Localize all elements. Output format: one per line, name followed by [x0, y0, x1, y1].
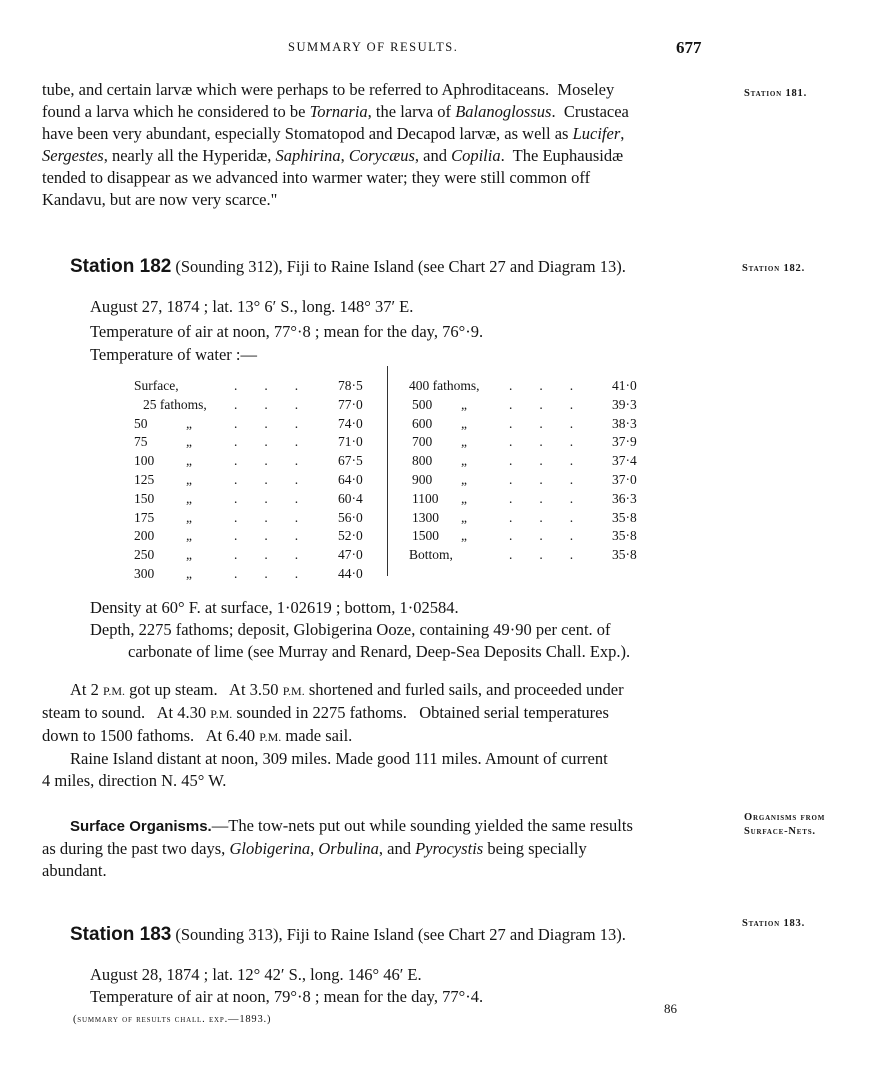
leader-dots: . . .: [234, 434, 299, 450]
intro-line: Kandavu, but are now very scarce.": [42, 190, 278, 209]
surface-organisms-paragraph: [42, 815, 742, 882]
depth-label: 400 fathoms,: [409, 378, 480, 393]
depth-label: 100: [134, 453, 155, 469]
intro-line: tube, and certain larvæ which were perhaps to be referred to Aphroditaceans. Moseley: [42, 80, 615, 99]
depth-label: 1100: [412, 490, 439, 506]
side-note-organisms-1: Organisms from: [744, 812, 826, 823]
depth-label: 200: [134, 528, 155, 544]
leader-dots: . . .: [234, 528, 299, 544]
temperature-value: 64·0: [338, 472, 363, 487]
depth-label: 25 fathoms,: [143, 396, 207, 412]
temperature-value: 56·0: [338, 509, 363, 525]
leader-dots: . . .: [234, 566, 299, 581]
leader-dots: . . .: [234, 472, 299, 487]
depth-label: Surface,: [134, 378, 179, 393]
station-182-air-temp: Temperature of air at noon, 77°·8 ; mean for the day, 76°·9.: [90, 322, 484, 341]
leader-dots: . . .: [234, 547, 299, 563]
leader-dots: . . .: [234, 415, 299, 431]
temperature-row-right: [409, 491, 659, 509]
leader-dots: . . .: [509, 415, 574, 431]
depth-label: 1500: [412, 528, 439, 544]
station-182-date: August 27, 1874 ; lat. 13° 6′ S., long. 148° 37′ E.: [90, 297, 414, 316]
temperature-row-left: [134, 528, 374, 546]
temperature-row-left: [134, 510, 374, 528]
station-183-heading: [70, 924, 626, 946]
ditto-mark: „: [186, 472, 192, 487]
depth-label: Bottom,: [409, 547, 453, 563]
ditto-mark: „: [186, 434, 192, 450]
table-divider: [387, 366, 388, 576]
temperature-row-left: [134, 453, 374, 471]
page-number: 677: [676, 38, 702, 57]
station-183-title: Station 183: [70, 924, 172, 945]
side-note-station-182: Station 182.: [742, 263, 806, 274]
temperature-value: 36·3: [612, 490, 637, 506]
temperature-row-right: [409, 528, 659, 546]
temperature-value: 37·4: [612, 453, 637, 469]
signature-mark: 86: [664, 1001, 677, 1016]
temperature-value: 39·3: [612, 396, 637, 412]
temperature-row-right: [409, 547, 659, 565]
temperature-value: 67·5: [338, 453, 363, 469]
narrative-paragraph: [42, 679, 742, 748]
station-182-depth-line-1: Depth, 2275 fathoms; deposit, Globigerina Ooze, containing 49·90 per cent. of: [90, 620, 611, 639]
station-182-density: Density at 60° F. at surface, 1·02619 ; bottom, 1·02584.: [90, 598, 459, 617]
leader-dots: . . .: [509, 490, 574, 506]
depth-label: 300: [134, 566, 155, 581]
station-183-heading-text: (Sounding 313), Fiji to Raine Island (see Chart 27 and Diagram 13).: [175, 925, 626, 944]
station-182-heading-text: (Sounding 312), Fiji to Raine Island (see Chart 27 and Diagram 13).: [175, 257, 626, 276]
ditto-mark: „: [186, 490, 192, 506]
depth-label: 50: [134, 415, 148, 431]
raine-line: Raine Island distant at noon, 309 miles. Made good 111 miles. Amount of current: [70, 749, 608, 768]
depth-label: 1300: [412, 509, 439, 525]
temperature-value: 47·0: [338, 547, 363, 563]
raine-line: 4 miles, direction N. 45° W.: [42, 771, 227, 790]
station-182-water-label: Temperature of water :—: [90, 345, 257, 364]
temperature-value: 37·0: [612, 472, 637, 487]
temperature-row-right: [409, 472, 659, 490]
ditto-mark: „: [461, 453, 467, 469]
leader-dots: . . .: [234, 396, 299, 412]
station-183-date: August 28, 1874 ; lat. 12° 42′ S., long. 146° 46′ E.: [90, 965, 422, 984]
narrative-line: At 2 P.M. got up steam. At 3.50 P.M. shortened and furled sails, and proceeded under: [70, 680, 624, 699]
temperature-value: 78·5: [338, 378, 363, 393]
temperature-row-right: [409, 397, 659, 415]
intro-line: tended to disappear as we advanced into warmer water; they were still common off: [42, 168, 591, 187]
temperature-value: 41·0: [612, 378, 637, 393]
leader-dots: . . .: [509, 528, 574, 544]
narrative-line: down to 1500 fathoms. At 6.40 P.M. made sail.: [42, 726, 353, 745]
intro-line: have been very abundant, especially Stomatopod and Decapod larvæ, as well as Lucifer,: [42, 124, 625, 143]
ditto-mark: „: [461, 434, 467, 450]
temperature-row-left: [134, 416, 374, 434]
depth-label: 75: [134, 434, 148, 450]
temperature-row-left: [134, 397, 374, 415]
ditto-mark: „: [461, 472, 467, 487]
surface-line: abundant.: [42, 861, 107, 880]
temperature-row-right: [409, 510, 659, 528]
depth-label: 800: [412, 453, 433, 469]
ditto-mark: „: [186, 547, 192, 563]
depth-label: 700: [412, 434, 433, 450]
leader-dots: . . .: [509, 378, 574, 393]
temperature-value: 74·0: [338, 415, 363, 431]
temperature-row-left: [134, 472, 374, 490]
intro-paragraph: [42, 79, 742, 211]
temperature-value: 52·0: [338, 528, 363, 544]
intro-line: found a larva which he considered to be Tornaria, the larva of Balanoglossus. Crustacea: [42, 102, 629, 121]
temperature-value: 35·8: [612, 547, 637, 563]
surface-line: as during the past two days, Globigerina, Orbulina, and Pyrocystis being specially: [42, 839, 587, 858]
leader-dots: . . .: [234, 509, 299, 525]
temperature-row-left: [134, 378, 374, 396]
station-183-air-temp: Temperature of air at noon, 79°·8 ; mean for the day, 77°·4.: [90, 987, 484, 1006]
depth-label: 600: [412, 415, 433, 431]
leader-dots: . . .: [234, 453, 299, 469]
temperature-value: 35·8: [612, 509, 637, 525]
temperature-value: 35·8: [612, 528, 637, 544]
station-182-depth-line-2: carbonate of lime (see Murray and Renard, Deep-Sea Deposits Chall. Exp.).: [128, 642, 631, 661]
leader-dots: . . .: [509, 434, 574, 450]
running-head: SUMMARY OF RESULTS.: [288, 40, 459, 54]
imprint-line: (summary of results chall. exp.—1893.): [73, 1014, 272, 1025]
temperature-row-right: [409, 434, 659, 452]
depth-label: 150: [134, 490, 155, 506]
intro-line: Sergestes, nearly all the Hyperidæ, Saphirina, Corycæus, and Copilia. The Euphausidæ: [42, 146, 624, 165]
side-note-station-181: Station 181.: [744, 88, 808, 99]
temperature-row-left: [134, 566, 374, 584]
temperature-row-left: [134, 434, 374, 452]
leader-dots: . . .: [509, 396, 574, 412]
leader-dots: . . .: [234, 490, 299, 506]
leader-dots: . . .: [509, 547, 574, 563]
station-182-heading: [70, 256, 626, 278]
temperature-value: 37·9: [612, 434, 637, 450]
ditto-mark: „: [461, 490, 467, 506]
narrative-line: steam to sound. At 4.30 P.M. sounded in 2275 fathoms. Obtained serial temperatures: [42, 703, 609, 722]
leader-dots: . . .: [509, 453, 574, 469]
temperature-value: 71·0: [338, 434, 363, 450]
ditto-mark: „: [186, 509, 192, 525]
ditto-mark: „: [461, 415, 467, 431]
ditto-mark: „: [186, 453, 192, 469]
station-182-title: Station 182: [70, 256, 172, 277]
raine-paragraph: [42, 748, 742, 792]
temperature-value: 60·4: [338, 490, 363, 506]
temperature-row-right: [409, 416, 659, 434]
ditto-mark: „: [186, 415, 192, 431]
temperature-value: 77·0: [338, 396, 363, 412]
temperature-row-left: [134, 547, 374, 565]
depth-label: 500: [412, 396, 433, 412]
temperature-row-left: [134, 491, 374, 509]
ditto-mark: „: [461, 396, 467, 412]
temperature-row-right: [409, 378, 659, 396]
ditto-mark: „: [186, 528, 192, 544]
temperature-value: 44·0: [338, 566, 363, 581]
ditto-mark: „: [186, 566, 192, 581]
depth-label: 250: [134, 547, 155, 563]
ditto-mark: „: [461, 509, 467, 525]
depth-label: 175: [134, 509, 155, 525]
leader-dots: . . .: [234, 378, 299, 393]
ditto-mark: „: [461, 528, 467, 544]
depth-label: 900: [412, 472, 433, 487]
leader-dots: . . .: [509, 509, 574, 525]
temperature-row-right: [409, 453, 659, 471]
leader-dots: . . .: [509, 472, 574, 487]
temperature-value: 38·3: [612, 415, 637, 431]
side-note-organisms-2: Surface-Nets.: [744, 826, 816, 837]
side-note-station-183: Station 183.: [742, 918, 806, 929]
surface-line: Surface Organisms.—The tow-nets put out while sounding yielded the same results: [70, 816, 633, 835]
depth-label: 125: [134, 472, 155, 487]
surface-organisms-label: Surface Organisms.: [70, 818, 212, 835]
